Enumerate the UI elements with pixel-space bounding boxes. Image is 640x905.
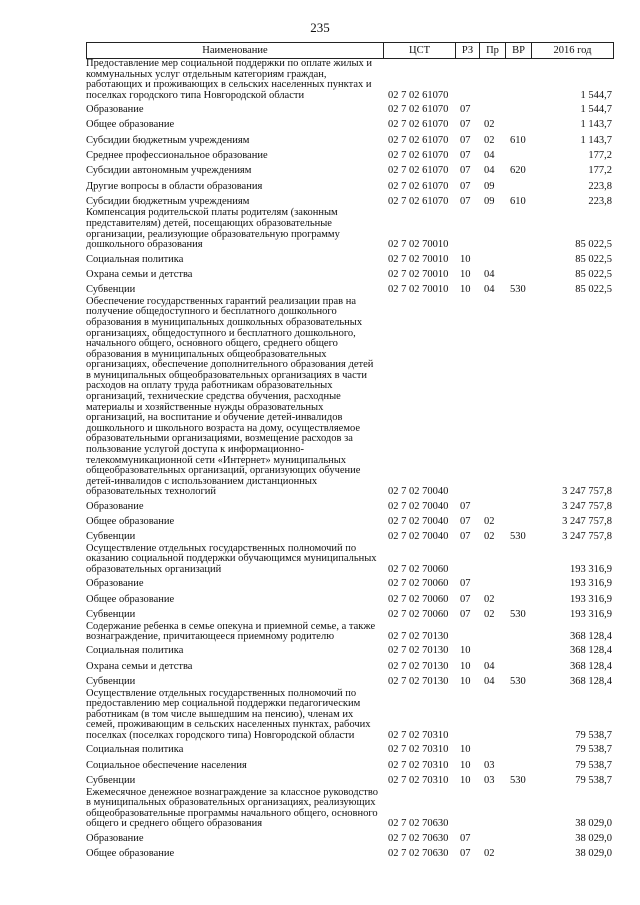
header-cst: ЦСТ <box>384 43 456 58</box>
row-vr <box>506 859 532 860</box>
table-row <box>86 147 614 162</box>
row-name: Социальная политика <box>86 645 184 657</box>
table-row <box>86 101 614 116</box>
row-sum: 3 247 757,8 <box>562 531 612 543</box>
row-sum: 1 143,7 <box>580 119 612 131</box>
row-sum: 193 316,9 <box>570 593 612 605</box>
table-row <box>86 117 614 132</box>
row-pr <box>480 657 506 658</box>
table-row <box>86 845 614 860</box>
row-pr <box>480 844 506 845</box>
row-cst: 02 7 02 61070 <box>388 165 449 177</box>
header-sum: 2016 год <box>532 43 614 58</box>
row-pr: 02 <box>484 593 495 605</box>
row-rz: 07 <box>460 832 471 844</box>
row-rz: 07 <box>460 500 471 512</box>
row-rz: 07 <box>460 531 471 543</box>
row-name: Субсидии автономным учреждениям <box>86 165 252 177</box>
row-name: Субвенции <box>86 774 136 786</box>
row-rz: 07 <box>460 516 471 527</box>
row-rz: 07 <box>460 104 471 116</box>
row-rz: 10 <box>460 268 471 280</box>
row-vr: 530 <box>510 608 526 620</box>
row-cst: 02 7 02 70310 <box>388 744 449 756</box>
table-row <box>86 576 614 591</box>
budget-table <box>86 42 614 860</box>
row-sum: 3 247 757,8 <box>562 486 612 498</box>
row-sum: 368 128,4 <box>570 676 612 688</box>
row-vr <box>506 131 532 132</box>
page-number: 235 <box>310 20 330 35</box>
row-pr <box>480 116 506 117</box>
row-name: Осуществление отдельных государственных полномочий по предоставлению мер социальной поддержки педагогическим работникам (в том числе вышедшим на пенсию), членам их семей, проживающим в сельских населенных пунктах, рабочих поселках (поселках городского типа) Новгородской области <box>86 687 371 742</box>
table-row <box>86 281 614 296</box>
row-cst: 02 7 02 61070 <box>388 180 449 192</box>
row-pr: 09 <box>484 180 495 192</box>
row-cst: 02 7 02 70010 <box>388 284 449 296</box>
row-sum: 177,2 <box>588 165 612 177</box>
row-sum: 368 128,4 <box>570 660 612 672</box>
row-sum: 38 029,0 <box>575 832 612 844</box>
row-cst: 02 7 02 70010 <box>388 253 449 265</box>
row-name: Образование <box>86 500 144 512</box>
row-pr: 09 <box>484 195 495 207</box>
row-name: Образование <box>86 578 144 590</box>
row-vr <box>506 192 532 193</box>
row-pr: 02 <box>484 608 495 620</box>
row-cst: 02 7 02 70060 <box>388 564 449 576</box>
row-sum: 3 247 757,8 <box>562 500 612 512</box>
row-vr: 620 <box>510 165 526 177</box>
row-sum: 3 247 757,8 <box>562 516 612 527</box>
row-rz: 10 <box>460 253 471 265</box>
table-row <box>86 208 614 250</box>
row-cst: 02 7 02 70310 <box>388 759 449 771</box>
row-cst: 02 7 02 70310 <box>388 730 449 742</box>
row-sum: 79 538,7 <box>575 774 612 786</box>
row-rz: 10 <box>460 744 471 756</box>
row-vr <box>506 672 532 673</box>
row-rz: 07 <box>460 165 471 177</box>
row-cst: 02 7 02 70310 <box>388 774 449 786</box>
row-sum: 79 538,7 <box>575 730 612 742</box>
row-pr: 04 <box>484 676 495 688</box>
row-pr: 04 <box>484 165 495 177</box>
table-row <box>86 132 614 147</box>
table-row <box>86 544 614 576</box>
row-name: Субвенции <box>86 676 136 688</box>
row-name: Охрана семьи и детства <box>86 660 193 672</box>
row-cst: 02 7 02 70010 <box>388 268 449 280</box>
row-name: Общее образование <box>86 119 175 131</box>
row-pr <box>480 265 506 266</box>
table-row <box>86 591 614 606</box>
table-row <box>86 622 614 643</box>
table-row <box>86 193 614 208</box>
row-cst: 02 7 02 70040 <box>388 516 449 527</box>
table-row <box>86 673 614 688</box>
row-vr <box>506 265 532 266</box>
row-name: Образование <box>86 104 144 116</box>
row-pr: 04 <box>484 660 495 672</box>
table-row <box>86 529 614 544</box>
row-pr: 03 <box>484 774 495 786</box>
row-sum: 223,8 <box>588 180 612 192</box>
row-sum: 85 022,5 <box>575 239 612 251</box>
row-vr <box>506 528 532 529</box>
table-row <box>86 830 614 845</box>
row-vr <box>506 162 532 163</box>
row-name: Содержание ребенка в семье опекуна и приемной семье, а также вознаграждение, причитающееся приемному родителю <box>86 620 376 643</box>
row-pr: 04 <box>484 284 495 296</box>
row-sum: 85 022,5 <box>575 253 612 265</box>
row-vr <box>506 116 532 117</box>
header-vr: ВР <box>506 43 532 58</box>
row-vr <box>506 605 532 606</box>
table-row <box>86 606 614 621</box>
table-row <box>86 178 614 193</box>
row-cst: 02 7 02 70630 <box>388 818 449 830</box>
row-rz: 10 <box>460 774 471 786</box>
row-vr <box>506 756 532 757</box>
row-rz: 07 <box>460 593 471 605</box>
table-header <box>86 42 614 59</box>
row-sum: 38 029,0 <box>575 847 612 859</box>
row-vr <box>506 280 532 281</box>
row-name: Осуществление отдельных государственных полномочий по оказанию социальной поддержки обучающимся муниципальных образовательных организаций <box>86 542 377 576</box>
row-vr <box>506 512 532 513</box>
row-name: Социальная политика <box>86 744 184 756</box>
row-rz: 07 <box>460 149 471 161</box>
row-cst: 02 7 02 70010 <box>388 239 449 251</box>
row-cst: 02 7 02 61070 <box>388 134 449 146</box>
table-row <box>86 643 614 658</box>
row-rz: 07 <box>460 119 471 131</box>
row-pr: 02 <box>484 516 495 527</box>
table-row <box>86 689 614 742</box>
row-name: Субвенции <box>86 531 136 543</box>
table-row <box>86 266 614 281</box>
row-pr: 04 <box>484 268 495 280</box>
table-row <box>86 757 614 772</box>
row-cst: 02 7 02 70060 <box>388 608 449 620</box>
row-cst: 02 7 02 70040 <box>388 531 449 543</box>
row-rz: 10 <box>460 759 471 771</box>
row-name: Предоставление мер социальной поддержки по оплате жилых и коммунальных услуг отдельным категориям граждан, работающих и проживающих в сельских населенных пунктах и поселках городского типа Новгородской области <box>86 58 373 101</box>
row-cst: 02 7 02 70130 <box>388 631 449 643</box>
row-sum: 1 544,7 <box>580 104 612 116</box>
row-cst: 02 7 02 61070 <box>388 149 449 161</box>
row-cst: 02 7 02 70630 <box>388 832 449 844</box>
row-sum: 38 029,0 <box>575 818 612 830</box>
row-cst: 02 7 02 61070 <box>388 89 449 101</box>
row-vr: 530 <box>510 531 526 543</box>
row-name: Обеспечение государственных гарантий реализации прав на получение общедоступного и бесплатного дошкольного образования в муниципальных дошкольных образовательных организациях, общедоступного и бесплатного дошкольного, начального общего, основного общего, среднего общего образования в муниципальных общеобразовательных организациях, обеспечение дополнительного образования детей в муниципальных общеобразовательных организациях в части расходов на оплату труда работникам образовательных организаций, технические средства обучения, расходные материалы и хозяйственные нужды образовательных организаций, на воспитание и обучение детей-инвалидов дошкольного и школьного возраста на дому, осуществляемое образовательными организациями, возмещение расходов за пользование услугой доступа к информационно-телекоммуникационной сети «Интернет» муниципальных общеобразовательных организаций, организующих обучение детей-инвалидов с использованием дистанционных образовательных технологий <box>86 295 374 498</box>
row-pr: 03 <box>484 759 495 771</box>
table-row <box>86 658 614 673</box>
row-vr: 610 <box>510 195 526 207</box>
row-vr: 610 <box>510 134 526 146</box>
row-rz: 10 <box>460 660 471 672</box>
table-row <box>86 163 614 178</box>
row-cst: 02 7 02 70040 <box>388 500 449 512</box>
row-vr: 530 <box>510 774 526 786</box>
row-rz: 07 <box>460 578 471 590</box>
row-rz: 07 <box>460 134 471 146</box>
row-pr: 02 <box>484 119 495 131</box>
row-vr <box>506 844 532 845</box>
table-row <box>86 513 614 528</box>
row-name: Субсидии бюджетным учреждениям <box>86 195 250 207</box>
row-rz: 07 <box>460 847 471 859</box>
table-row <box>86 742 614 757</box>
row-sum: 193 316,9 <box>570 608 612 620</box>
table-row <box>86 59 614 101</box>
row-vr <box>506 590 532 591</box>
row-name: Социальная политика <box>86 253 184 265</box>
row-cst: 02 7 02 70130 <box>388 645 449 657</box>
row-pr: 04 <box>484 149 495 161</box>
row-sum: 79 538,7 <box>575 744 612 756</box>
row-rz: 10 <box>460 284 471 296</box>
row-name: Компенсация родительской платы родителям (законным представителям) детей, посещающих образовательные организации, реализующие образовательную программу дошкольного образования <box>86 207 340 251</box>
row-name: Социальное обеспечение населения <box>86 759 247 771</box>
row-sum: 368 128,4 <box>570 645 612 657</box>
row-sum: 1 544,7 <box>580 89 612 101</box>
header-pr: Пр <box>480 43 506 58</box>
row-vr: 530 <box>510 676 526 688</box>
row-sum: 79 538,7 <box>575 759 612 771</box>
row-cst: 02 7 02 61070 <box>388 119 449 131</box>
table-row <box>86 788 614 830</box>
table-row <box>86 772 614 787</box>
row-cst: 02 7 02 70060 <box>388 593 449 605</box>
row-sum: 177,2 <box>588 149 612 161</box>
row-sum: 1 143,7 <box>580 134 612 146</box>
row-pr <box>480 590 506 591</box>
row-sum: 193 316,9 <box>570 564 612 576</box>
row-rz: 07 <box>460 608 471 620</box>
row-cst: 02 7 02 61070 <box>388 195 449 207</box>
header-name: Наименование <box>86 43 384 58</box>
table-row <box>86 251 614 266</box>
row-vr <box>506 771 532 772</box>
row-name: Субвенции <box>86 284 136 296</box>
row-sum: 193 316,9 <box>570 578 612 590</box>
row-cst: 02 7 02 70130 <box>388 660 449 672</box>
row-sum: 368 128,4 <box>570 631 612 643</box>
row-pr: 02 <box>484 531 495 543</box>
row-pr: 02 <box>484 134 495 146</box>
row-rz: 10 <box>460 645 471 657</box>
row-cst: 02 7 02 70630 <box>388 847 449 859</box>
table-body <box>86 59 614 860</box>
row-cst: 02 7 02 70040 <box>388 486 449 498</box>
row-sum: 85 022,5 <box>575 268 612 280</box>
row-name: Общее образование <box>86 593 175 605</box>
row-cst: 02 7 02 70060 <box>388 578 449 590</box>
row-rz: 07 <box>460 180 471 192</box>
row-cst: 02 7 02 70130 <box>388 676 449 688</box>
row-name: Общее образование <box>86 847 175 859</box>
row-rz: 10 <box>460 676 471 688</box>
row-rz: 07 <box>460 195 471 207</box>
row-pr <box>480 512 506 513</box>
row-name: Субвенции <box>86 608 136 620</box>
row-vr <box>506 657 532 658</box>
row-name: Другие вопросы в области образования <box>86 180 263 192</box>
row-pr <box>480 756 506 757</box>
row-name: Образование <box>86 832 144 844</box>
table-row <box>86 297 614 498</box>
row-vr: 530 <box>510 284 526 296</box>
row-sum: 223,8 <box>588 195 612 207</box>
header-rz: РЗ <box>456 43 480 58</box>
row-name: Среднее профессиональное образование <box>86 149 268 161</box>
row-name: Общее образование <box>86 516 175 527</box>
row-pr: 02 <box>484 847 495 859</box>
row-cst: 02 7 02 61070 <box>388 104 449 116</box>
row-sum: 85 022,5 <box>575 284 612 296</box>
row-name: Ежемесячное денежное вознаграждение за классное руководство в муниципальных образовательных организациях, реализующих общеобразовательные программы начального общего, основного общего и среднего общего образования <box>86 786 378 830</box>
row-name: Субсидии бюджетным учреждениям <box>86 134 250 146</box>
table-row <box>86 498 614 513</box>
row-name: Охрана семьи и детства <box>86 268 193 280</box>
